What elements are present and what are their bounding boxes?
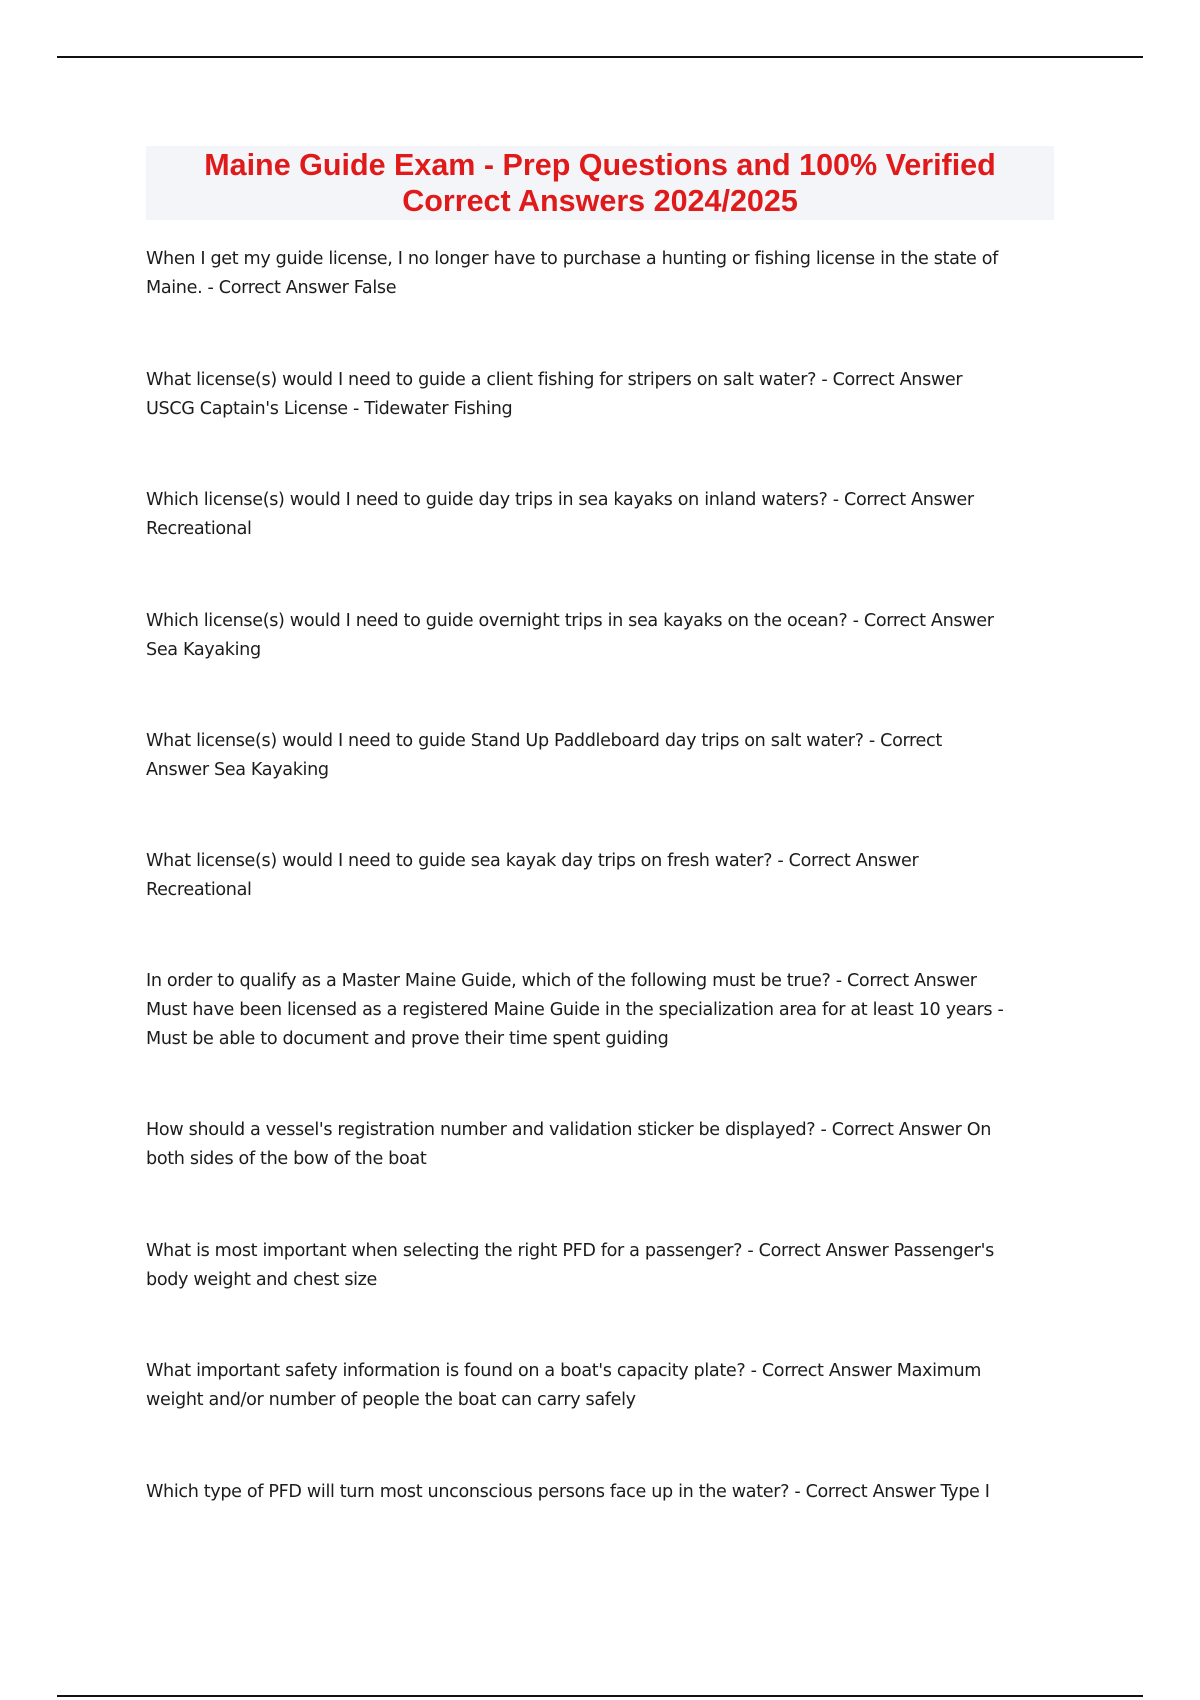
- qa-item-8: How should a vessel's registration number and validation sticker be displayed? - Correct Answer On both sides of the bow of the boat: [146, 1120, 992, 1169]
- qa-item-10: What important safety information is found on a boat's capacity plate? - Correct Answer Maximum weight and/or number of people the boat can carry safely: [146, 1361, 982, 1410]
- qa-item-9: What is most important when selecting the right PFD for a passenger? - Correct Answer Passenger's body weight and chest size: [146, 1241, 994, 1290]
- qa-item-7: In order to qualify as a Master Maine Guide, which of the following must be true? - Correct Answer Must have been licensed as a registered Maine Guide in the specialization area for at least 10 years - Must be able to document and prove their time spent guiding: [146, 971, 1004, 1049]
- bottom-rule: [57, 1695, 1143, 1697]
- title-line-1: Maine Guide Exam - Prep Questions and 100% Verified: [204, 148, 996, 182]
- qa-item-6: What license(s) would I need to guide sea kayak day trips on fresh water? - Correct Answer Recreational: [146, 851, 919, 900]
- qa-item-11: Which type of PFD will turn most unconscious persons face up in the water? - Correct Answer Type I: [146, 1482, 990, 1502]
- qa-item-3: Which license(s) would I need to guide day trips in sea kayaks on inland waters? - Correct Answer Recreational: [146, 490, 974, 539]
- title-line-2: Correct Answers 2024/2025: [402, 184, 798, 218]
- title-banner: [146, 146, 1054, 220]
- top-rule: [57, 56, 1143, 58]
- qa-item-2: What license(s) would I need to guide a client fishing for stripers on salt water? - Correct Answer USCG Captain's License - Tidewater Fishing: [146, 370, 963, 419]
- qa-item-1: When I get my guide license, I no longer have to purchase a hunting or fishing license in the state of Maine. - Correct Answer False: [146, 249, 999, 298]
- qa-item-4: Which license(s) would I need to guide overnight trips in sea kayaks on the ocean? - Correct Answer Sea Kayaking: [146, 611, 994, 660]
- document-title: [146, 147, 1054, 219]
- qa-item-5: What license(s) would I need to guide Stand Up Paddleboard day trips on salt water? - Correct Answer Sea Kayaking: [146, 731, 942, 780]
